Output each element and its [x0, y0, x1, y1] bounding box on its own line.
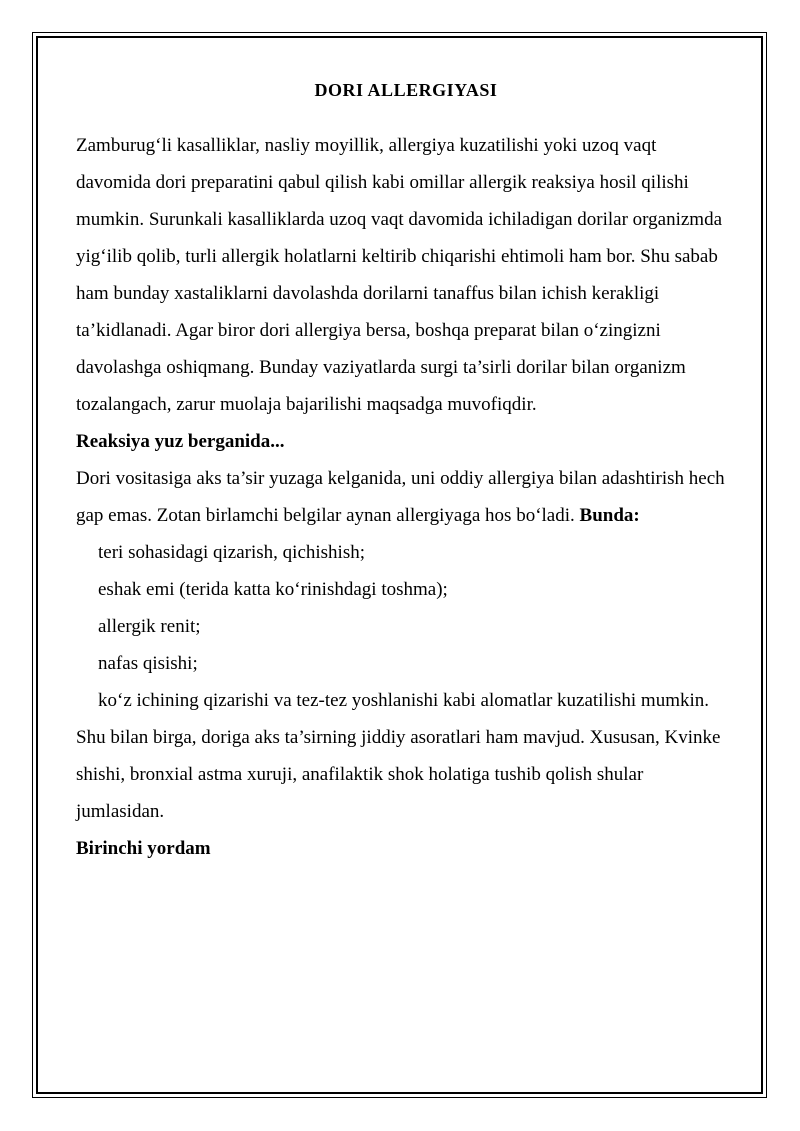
document-title: DORI ALLERGIYASI [314, 80, 498, 100]
paragraph-reaction-text: Dori vositasiga aks ta’sir yuzaga kelganida, uni oddiy allergiya bilan adashtirish hech gap emas. Zotan birlamchi belgilar aynan allergiyaga hos bo‘ladi. [76, 468, 725, 526]
list-item: eshak emi (terida katta ko‘rinishdagi toshma); [98, 579, 448, 600]
list-item: ko‘z ichining qizarishi va tez-tez yoshlanishi kabi alomatlar kuzatilishi mumkin. [98, 690, 710, 711]
list-item: allergik renit; [98, 616, 201, 637]
paragraph-reaction-bold: Bunda: [579, 505, 640, 526]
section-heading-reaction: Reaksiya yuz berganida... [76, 431, 285, 452]
document-body [76, 72, 736, 867]
list-item: teri sohasidagi qizarish, qichishish; [98, 542, 366, 563]
list-item: nafas qisishi; [98, 653, 198, 674]
section-heading-first-aid: Birinchi yordam [76, 838, 211, 859]
paragraph-intro: Zamburug‘li kasalliklar, nasliy moyillik, allergiya kuzatilishi yoki uzoq vaqt davomida dori preparatini qabul qilish kabi omillar allergik reaksiya hosil qilishi mumkin. Surunkali kasalliklarda uzoq vaqt davomida ichiladigan dorilar organizmda yig‘ilib qolib, turli allergik holatlarni keltirib chiqarishi ehtimoli ham bor. Shu sabab ham bunday xastaliklarni davolashda dorilarni tanaffus bilan ichish kerakligi ta’kidlanadi. Agar biror dori allergiya bersa, boshqa preparat bilan o‘zingizni davolashga oshiqmang. Bunday vaziyatlarda surgi ta’sirli dorilar bilan organizm tozalangach, zarur muolaja bajarilishi maqsadga muvofiqdir. [76, 135, 723, 415]
paragraph-reaction [76, 460, 736, 534]
paragraph-complications: Shu bilan birga, doriga aks ta’sirning jiddiy asoratlari ham mavjud. Xususan, Kvinke shishi, bronxial astma xuruji, anafilaktik shok holatiga tushib qolish shular jumlasidan. [76, 727, 721, 822]
